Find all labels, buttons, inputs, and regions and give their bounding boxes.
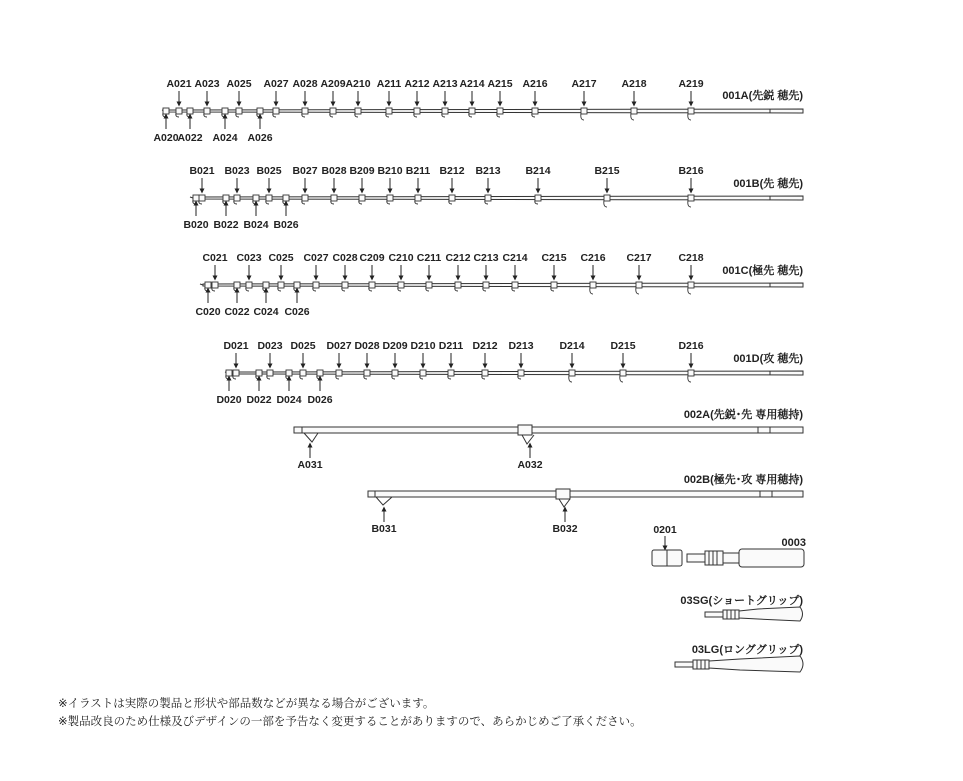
part-label: B022: [213, 219, 239, 231]
part-label: D024: [276, 394, 302, 406]
grip-03lg: [675, 656, 803, 672]
grip-title-03lg: 03LG(ロンググリップ): [691, 644, 803, 656]
part-label: C216: [580, 252, 606, 264]
part-label: A024: [212, 132, 238, 144]
section-title-002a: 002A(先鋭･先 専用穂持): [683, 409, 803, 421]
line-guide: [392, 370, 398, 379]
part-label: A218: [621, 78, 647, 90]
disclaimer-note-2: ※製品改良のため仕様及びデザインの一部を予告なく変更することがありますので、あらかじめご了承ください。: [58, 714, 642, 728]
part-label: B024: [243, 219, 269, 231]
part-label: A211: [376, 78, 402, 90]
line-guide: [234, 282, 240, 291]
part-label: C023: [236, 252, 262, 264]
line-guide: [266, 195, 272, 204]
part-label: A020: [153, 132, 179, 144]
part-label: A214: [459, 78, 485, 90]
part-label: A026: [247, 132, 273, 144]
line-guide: [294, 282, 300, 291]
butt-section-0003: [652, 549, 804, 567]
line-guide: [223, 195, 229, 204]
part-label: A219: [678, 78, 704, 90]
part-label: A217: [571, 78, 597, 90]
rod-001c: [195, 252, 803, 318]
line-guide: [469, 108, 475, 117]
line-guide: [187, 108, 193, 117]
line-guide: [387, 195, 393, 204]
section-title-001a: 001A(先鋭 穂先): [722, 90, 803, 102]
part-label: A028: [292, 78, 318, 90]
part-label: C026: [284, 306, 310, 318]
rod-002b: [368, 489, 803, 507]
line-guide: [273, 108, 279, 117]
part-label: C022: [224, 306, 250, 318]
line-guide: [485, 195, 491, 204]
line-guide: [313, 282, 319, 291]
line-guide: [283, 195, 289, 204]
line-guide: [302, 108, 308, 117]
line-guide: [631, 108, 637, 120]
part-label: A023: [194, 78, 220, 90]
part-label: D023: [257, 340, 283, 352]
part-label: C215: [541, 252, 567, 264]
part-label: D210: [410, 340, 436, 352]
line-guide: [386, 108, 392, 117]
line-guide: [364, 370, 370, 379]
line-guide: [193, 195, 199, 204]
part-label: C027: [303, 252, 329, 264]
part-label: C212: [445, 252, 471, 264]
line-guide: [398, 282, 404, 291]
line-guide: [234, 195, 240, 204]
line-guide: [497, 108, 503, 117]
line-guide: [253, 195, 259, 204]
line-guide: [336, 370, 342, 379]
line-guide: [256, 370, 262, 379]
part-label: B031: [371, 523, 397, 535]
line-guide: [426, 282, 432, 291]
part-label: C209: [359, 252, 385, 264]
line-guide: [420, 370, 426, 379]
part-label: B209: [349, 165, 375, 177]
rod-001d: [216, 340, 803, 406]
part-label: C214: [502, 252, 528, 264]
part-label: A215: [487, 78, 513, 90]
disclaimer-note-1: ※イラストは実際の製品と形状や部品数などが異なる場合がございます。: [58, 696, 435, 710]
line-guide: [359, 195, 365, 204]
part-label: C028: [332, 252, 358, 264]
part-label: D216: [678, 340, 704, 352]
line-guide: [246, 282, 252, 291]
section-title-001b: 001B(先 穂先): [733, 178, 803, 190]
line-guide: [620, 370, 626, 382]
part-label: C020: [195, 306, 221, 318]
part-label: B216: [678, 165, 704, 177]
line-guide: [199, 195, 205, 204]
line-guide: [483, 282, 489, 291]
line-guide: [286, 370, 292, 379]
line-guide: [442, 108, 448, 117]
part-label: D020: [216, 394, 242, 406]
part-label: B210: [377, 165, 403, 177]
part-label: B021: [189, 165, 215, 177]
rod-001a: [153, 78, 803, 144]
part-label: A022: [177, 132, 203, 144]
part-label: C211: [416, 252, 442, 264]
line-guide: [688, 195, 694, 207]
part-label: A213: [432, 78, 458, 90]
line-guide: [532, 108, 538, 117]
line-guide: [205, 282, 211, 291]
line-guide: [226, 370, 232, 379]
line-guide: [569, 370, 575, 382]
line-guide: [257, 108, 263, 117]
line-guide: [300, 370, 306, 379]
line-guide: [222, 108, 228, 117]
line-guide: [342, 282, 348, 291]
line-guide: [512, 282, 518, 291]
part-label: C025: [268, 252, 294, 264]
line-guide: [590, 282, 596, 294]
line-guide: [636, 282, 642, 294]
line-guide: [302, 195, 308, 204]
label-0201: 0201: [653, 524, 677, 536]
part-label: B215: [594, 165, 620, 177]
part-label: C021: [202, 252, 228, 264]
section-title-001c: 001C(極先 穂先): [722, 265, 803, 277]
part-label: B028: [321, 165, 347, 177]
line-guide: [204, 108, 210, 117]
part-label: B023: [224, 165, 250, 177]
grip-title-03sg: 03SG(ショートグリップ): [680, 595, 803, 607]
part-label: C217: [626, 252, 652, 264]
part-label: D214: [559, 340, 585, 352]
line-guide: [233, 370, 239, 379]
line-guide: [212, 282, 218, 291]
part-label: A209: [320, 78, 346, 90]
line-guide: [449, 195, 455, 204]
section-title-001d: 001D(攻 穂先): [733, 353, 803, 365]
part-label: C210: [388, 252, 414, 264]
part-label: A027: [263, 78, 289, 90]
line-guide: [455, 282, 461, 291]
part-label: B032: [552, 523, 578, 535]
line-guide: [448, 370, 454, 379]
part-label: B020: [183, 219, 209, 231]
line-guide: [355, 108, 361, 117]
line-guide: [163, 108, 169, 117]
grip-03sg: [705, 607, 803, 621]
line-guide: [414, 108, 420, 117]
part-label: B214: [525, 165, 551, 177]
line-guide: [482, 370, 488, 379]
line-guide: [278, 282, 284, 291]
part-label: D211: [438, 340, 464, 352]
part-label: B211: [405, 165, 431, 177]
line-guide: [236, 108, 242, 117]
line-guide: [331, 195, 337, 204]
part-label: D026: [307, 394, 333, 406]
line-guide: [330, 108, 336, 117]
part-label: B212: [439, 165, 465, 177]
line-guide: [415, 195, 421, 204]
butt-title-0003: 0003: [781, 537, 806, 549]
part-label: C218: [678, 252, 704, 264]
line-guide: [688, 370, 694, 382]
part-label: D027: [326, 340, 352, 352]
part-label: B027: [292, 165, 318, 177]
line-guide: [604, 195, 610, 207]
part-label: C024: [253, 306, 279, 318]
line-guide: [267, 370, 273, 379]
part-label: D212: [472, 340, 498, 352]
part-label: A031: [297, 459, 323, 471]
rod-001b: [183, 165, 803, 231]
part-label: A025: [226, 78, 252, 90]
part-label: D215: [610, 340, 636, 352]
line-guide: [263, 282, 269, 291]
section-title-002b: 002B(極先･攻 専用穂持): [683, 474, 803, 486]
part-label: A021: [166, 78, 192, 90]
part-label: A212: [404, 78, 430, 90]
part-label: D021: [223, 340, 249, 352]
part-label: A216: [522, 78, 548, 90]
part-label: B025: [256, 165, 282, 177]
line-guide: [688, 108, 694, 120]
line-guide: [535, 195, 541, 204]
part-label: C213: [473, 252, 499, 264]
part-label: D025: [290, 340, 316, 352]
part-label: D028: [354, 340, 380, 352]
line-guide: [581, 108, 587, 120]
part-label: D022: [246, 394, 272, 406]
line-guide: [551, 282, 557, 291]
rod-002a: [294, 425, 803, 444]
part-label: D213: [508, 340, 534, 352]
part-label: A210: [345, 78, 371, 90]
line-guide: [518, 370, 524, 379]
part-label: B026: [273, 219, 299, 231]
line-guide: [688, 282, 694, 294]
line-guide: [369, 282, 375, 291]
part-label: B213: [475, 165, 501, 177]
part-label: A032: [517, 459, 543, 471]
part-label: D209: [382, 340, 408, 352]
line-guide: [176, 108, 182, 117]
line-guide: [317, 370, 323, 379]
